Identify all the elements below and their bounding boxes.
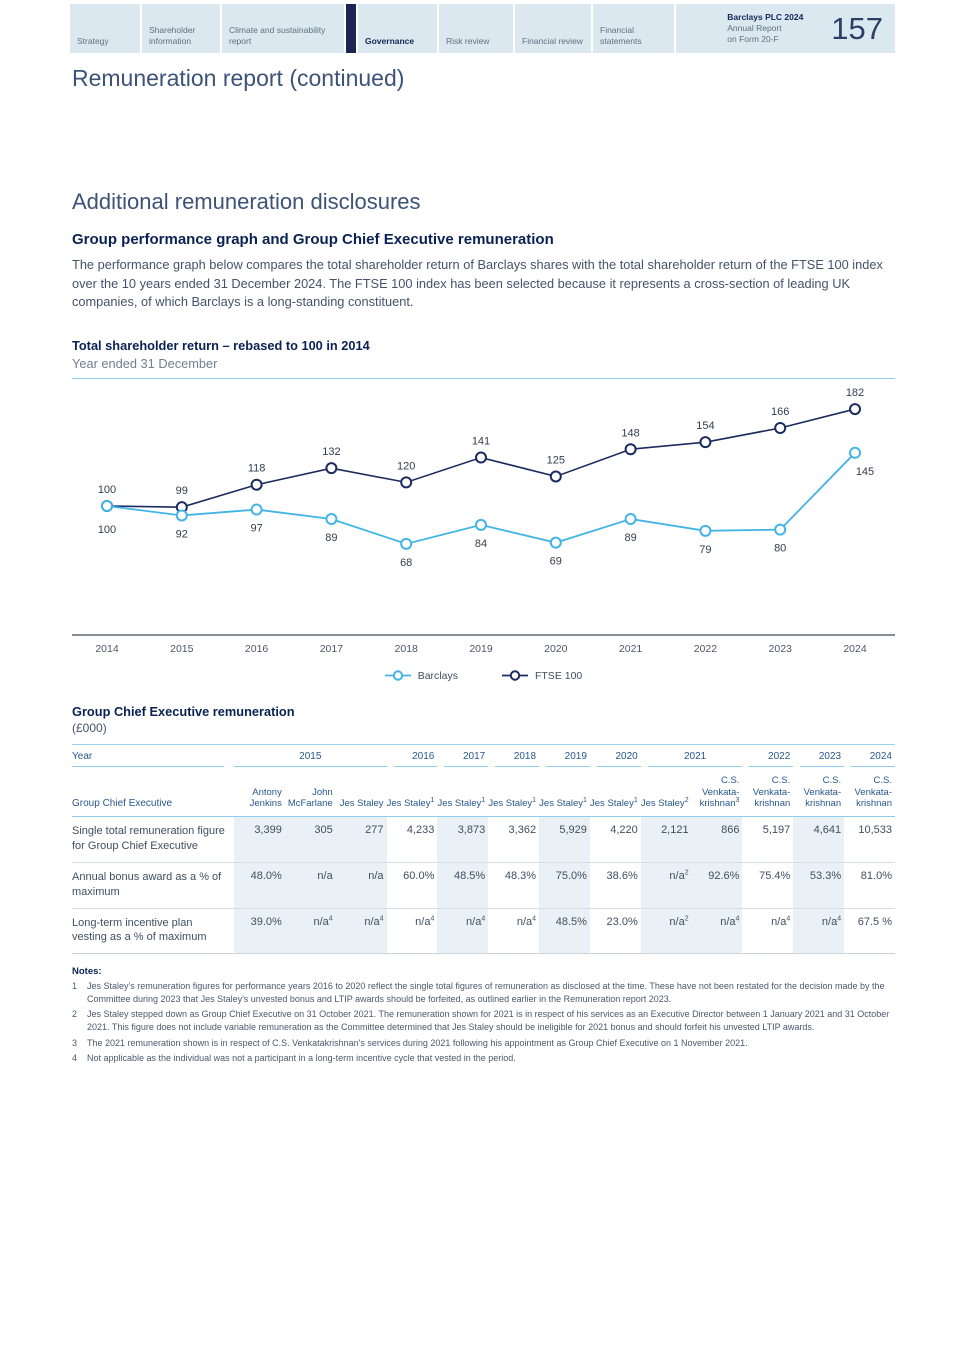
table-cell: 3,399 (234, 817, 285, 863)
table-cell: 48.5% (437, 862, 488, 908)
table-cell: 23.0% (590, 908, 641, 954)
exec-name-header: Jes Staley$^1$ (590, 767, 641, 817)
report-title: Barclays PLC 2024 Annual Report on Form 20-F (727, 11, 804, 45)
report-info-block (676, 4, 895, 53)
top-nav (70, 4, 895, 53)
table-cell: $n/a^4$ (336, 908, 387, 954)
year-group-header: 2024 (844, 744, 895, 767)
table-cell: 39.0% (234, 908, 285, 954)
svg-text:2016: 2016 (244, 642, 269, 655)
year-header-row (72, 744, 895, 767)
exec-name-header: John McFarlane (285, 767, 336, 817)
tab-strategy[interactable] (70, 4, 140, 53)
table-cell: 75.0% (539, 862, 590, 908)
svg-text:80: 80 (774, 542, 787, 555)
exec-name-header: Antony Jenkins (234, 767, 285, 817)
table-cell: 4,641 (793, 817, 844, 863)
tab-label: Strategy (77, 35, 109, 46)
chart-title: Total shareholder return – rebased to 100 in 2014 (72, 337, 370, 353)
svg-text:2014: 2014 (95, 642, 119, 655)
tab-financial-statements[interactable] (593, 4, 674, 53)
table-cell: 2,121 (641, 817, 692, 863)
note-text: Jes Staley stepped down as Group Chief Executive on 31 October 2021. The remuneration shown for 2021 is in respect of his services as an Executive Director between 1 January 2021 and 31 October 2021. This figure does not include variable remuneration as the Committee determined that Jes Staley should be ineligible for 2021 bonus and should forfeit his unvested LTIP awards. (87, 1009, 890, 1033)
svg-text:100: 100 (97, 483, 117, 496)
svg-text:182: 182 (845, 386, 865, 399)
svg-text:97: 97 (250, 522, 263, 535)
page-title: Remuneration report (continued) (72, 65, 405, 91)
note-text: The 2021 remuneration shown is in respect of C.S. Venkatakrishnan's services during 2021 following his appointment as Group Chief Executive on 1 November 2021. (87, 1037, 748, 1048)
legend-item-ftse-100 (502, 670, 582, 682)
table-cell: 5,929 (539, 817, 590, 863)
table-cell: n/a (336, 862, 387, 908)
tsr-chart (72, 338, 895, 682)
row-label: Annual bonus award as a % of maximum (72, 862, 234, 908)
note-number: 1 (72, 981, 78, 992)
svg-text:120: 120 (397, 460, 416, 473)
exec-name-header: Jes Staley$^1$ (387, 767, 438, 817)
table-cell: 92.6% (692, 862, 743, 908)
section-title: Additional remuneration disclosures (72, 189, 421, 214)
tab-shareholder-information[interactable] (142, 4, 220, 53)
table-cell: 67.5 % (844, 908, 895, 954)
svg-text:79: 79 (699, 543, 712, 556)
chart-legend (72, 670, 895, 682)
table-cell: $n/a^2$ (641, 908, 692, 954)
tab-climate-and-sustainability-report[interactable] (222, 4, 344, 53)
svg-text:2017: 2017 (319, 642, 344, 655)
table-row (72, 862, 895, 908)
table-cell: 305 (285, 817, 336, 863)
svg-text:2023: 2023 (768, 642, 792, 655)
table-cell: $n/a^4$ (692, 908, 743, 954)
table-cell: 48.0% (234, 862, 285, 908)
table-cell: 75.4% (742, 862, 793, 908)
exec-name-header: Jes Staley (336, 767, 387, 817)
svg-text:2022: 2022 (693, 642, 718, 655)
svg-text:2024: 2024 (843, 642, 867, 655)
year-group-header: 2020 (590, 744, 641, 767)
table-cell: $n/a^4$ (387, 908, 438, 954)
year-group-header: 2023 (793, 744, 844, 767)
exec-name-header: C.S. Venkata-krishnan (793, 767, 844, 817)
tab-risk-review[interactable] (439, 4, 513, 53)
table-cell: 277 (336, 817, 387, 863)
tab-label: Shareholder information (149, 24, 196, 46)
table-cell: $n/a^4$ (793, 908, 844, 954)
table-cell: $n/a^4$ (437, 908, 488, 954)
svg-text:2015: 2015 (170, 642, 194, 655)
note-item (72, 1037, 895, 1050)
svg-text:154: 154 (696, 419, 715, 432)
notes-list (72, 980, 895, 1064)
svg-text:132: 132 (322, 445, 341, 458)
exec-name-header: Jes Staley$^1$ (539, 767, 590, 817)
exec-name-header: Jes Staley$^1$ (437, 767, 488, 817)
table-cell: 4,220 (590, 817, 641, 863)
table-cell: $n/a^4$ (742, 908, 793, 954)
legend-label: FTSE 100 (534, 669, 583, 682)
year-group-header: 2019 (539, 744, 590, 767)
table-cell: $n/a^4$ (488, 908, 539, 954)
table-cell: 48.5% (539, 908, 590, 954)
exec-name-header: C.S. Venkata-krishnan$^3$ (692, 767, 743, 817)
note-item (72, 1008, 895, 1034)
notes-title: Notes: (72, 966, 102, 978)
intro-paragraph: The performance graph below compares the total shareholder return of Barclays shares with the total shareholder return of the FTSE 100 index over the 10 years ended 31 December 2024. The FTSE 100 index has been selected because it represents a cross-section of leading UK companies, of which Barclays is a long-standing constituent. (72, 257, 883, 310)
svg-text:2020: 2020 (544, 642, 568, 655)
svg-text:100: 100 (97, 523, 117, 536)
exec-label-cell: Group Chief Executive (72, 767, 234, 817)
executive-header-row (72, 767, 895, 817)
active-section-marker (346, 4, 356, 53)
table-cell: 53.3% (793, 862, 844, 908)
tab-label: Financial statements (600, 24, 642, 46)
svg-text:125: 125 (546, 454, 565, 467)
table-cell: 866 (692, 817, 743, 863)
page-content (72, 53, 895, 1065)
legend-item-barclays (385, 670, 458, 682)
table-cell: 60.0% (387, 862, 438, 908)
svg-text:69: 69 (549, 555, 562, 568)
note-text: Not applicable as the individual was not a participant in a long-term incentive cycle that vested in the period. (87, 1052, 516, 1063)
svg-text:141: 141 (471, 435, 491, 448)
row-label: Single total remuneration figure for Group Chief Executive (72, 817, 234, 863)
note-number: 3 (72, 1037, 78, 1048)
table-cell: 38.6% (590, 862, 641, 908)
svg-text:166: 166 (771, 405, 790, 418)
table-cell: 48.3% (488, 862, 539, 908)
table-cell: n/a (285, 862, 336, 908)
tab-label: Risk review (446, 35, 490, 46)
tab-governance[interactable] (358, 4, 437, 53)
table-units: (£000) (72, 720, 107, 735)
table-cell: $n/a^2$ (641, 862, 692, 908)
chart-subtitle: Year ended 31 December (72, 355, 218, 371)
table-row (72, 817, 895, 863)
note-item (72, 980, 895, 1006)
table-cell: 3,873 (437, 817, 488, 863)
svg-text:2019: 2019 (469, 642, 493, 655)
exec-name-header: Jes Staley$^1$ (488, 767, 539, 817)
table-cell: $n/a^4$ (285, 908, 336, 954)
svg-text:68: 68 (400, 556, 413, 569)
legend-marker-icon (385, 670, 411, 681)
svg-text:92: 92 (175, 528, 188, 541)
year-label-cell: Year (72, 744, 234, 767)
year-group-header: 2022 (742, 744, 793, 767)
svg-text:148: 148 (621, 426, 640, 439)
tab-label: Climate and sustainability report (229, 24, 326, 46)
year-group-header: 2017 (437, 744, 488, 767)
page-number: 157 (831, 10, 883, 46)
svg-text:84: 84 (474, 537, 488, 550)
table-cell: 5,197 (742, 817, 793, 863)
note-number: 4 (72, 1052, 78, 1063)
year-group-header: 2021 (641, 744, 743, 767)
year-group-header: 2016 (387, 744, 438, 767)
note-number: 2 (72, 1009, 78, 1020)
table-cell: 81.0% (844, 862, 895, 908)
table-title: Group Chief Executive remuneration (72, 703, 295, 719)
table-row (72, 908, 895, 954)
legend-marker-icon (502, 670, 528, 681)
exec-name-header: C.S. Venkata-krishnan (742, 767, 793, 817)
svg-text:2018: 2018 (394, 642, 418, 655)
note-text: Jes Staley's remuneration figures for performance years 2016 to 2020 reflect the single total figures of remuneration as disclosed at the time. These have not been restated for the decision made by the Committee during 2023 that Jes Staley's unvested bonus and LTIP awards should be forfeited, as outlined earlier in the Remuneration report 2023. (87, 981, 885, 1005)
legend-label: Barclays (417, 669, 458, 682)
svg-text:89: 89 (325, 531, 338, 544)
svg-text:118: 118 (247, 462, 266, 475)
svg-text:2021: 2021 (618, 642, 643, 655)
notes-section (72, 966, 895, 1064)
row-label: Long-term incentive plan vesting as a % of maximum (72, 908, 234, 954)
gce-table (72, 744, 895, 955)
table-cell: 3,362 (488, 817, 539, 863)
note-item (72, 1052, 895, 1065)
tsr-chart-plot (72, 379, 895, 664)
tab-label: Financial review (522, 35, 583, 46)
tab-financial-review[interactable] (515, 4, 591, 53)
tab-label: Governance (365, 35, 415, 46)
subsection-title: Group performance graph and Group Chief Executive remuneration (72, 231, 554, 248)
svg-text:99: 99 (175, 484, 188, 497)
svg-text:145: 145 (855, 465, 875, 478)
table-cell: 4,233 (387, 817, 438, 863)
gce-remuneration-section (72, 704, 895, 955)
svg-text:89: 89 (624, 531, 637, 544)
year-group-header: 2018 (488, 744, 539, 767)
exec-name-header: C.S. Venkata-krishnan (844, 767, 895, 817)
table-cell: 10,533 (844, 817, 895, 863)
exec-name-header: Jes Staley$^2$ (641, 767, 692, 817)
year-group-header: 2015 (234, 744, 387, 767)
